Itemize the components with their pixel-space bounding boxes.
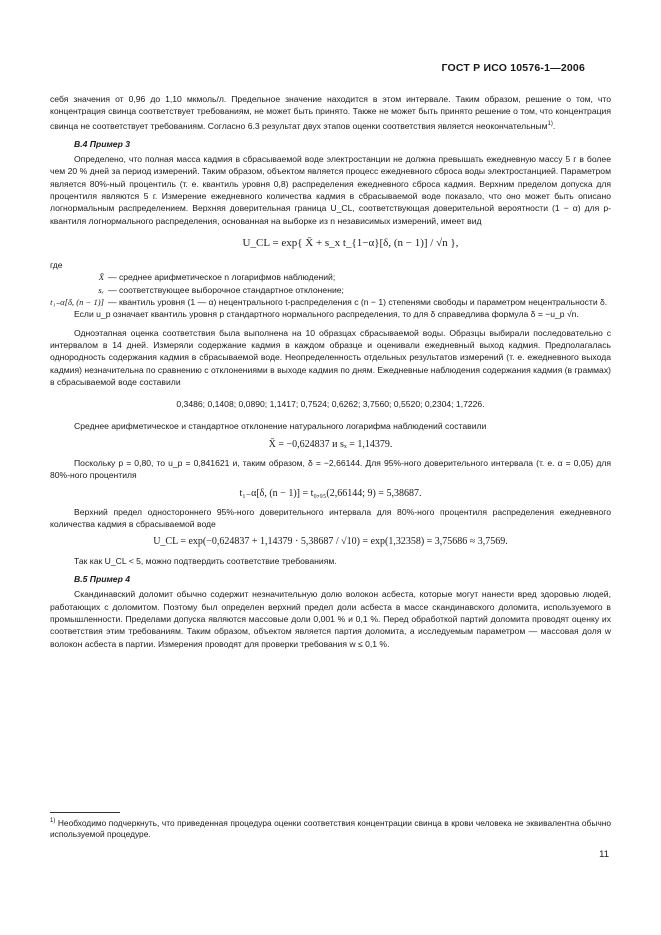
- document-body: [50, 93, 611, 650]
- where-label: где: [50, 260, 63, 271]
- paragraph: Верхний предел одностороннего 95%-ного доверительного интервала для 80%-ного процентиля распределения ежедневного количества кадмия в сбрасываемой воде: [50, 506, 611, 530]
- formula: U_CL = exp(−0,624837 + 1,14379 · 5,38687 / √10) = exp(1,32358) = 3,75686 ≈ 3,7569.: [153, 536, 508, 548]
- footnote: [50, 816, 611, 841]
- paragraph: себя значения от 0,96 до 1,10 мкмоль/л. Предельное значение находится в этом интервале. Таким образом, решение о том, что концентрация свинца соответствует требованиям, не может быть принято. Также не может быть принято решение о том, что концентрация свинца не соответствует требованиям. Согласно 6.3 результат двух этапов оценки соответствия является неокончательным$^{1)}$.: [50, 94, 611, 131]
- footnote-mark: 1): [50, 818, 56, 824]
- paragraph: Так как U_CL < 5, можно подтвердить соответствие требованиям.: [74, 555, 337, 566]
- observations-list: 0,3486; 0,1408; 0,0890; 1,1417; 0,7524; 0,6262; 3,7560; 0,5520; 0,2304; 1,7226.: [176, 399, 485, 410]
- symbol-description: — квантиль уровня (1 — α) нецентрального t-распределения с (n − 1) степенями свободы и параметром нецентральности δ.: [108, 297, 608, 308]
- paragraph: Одноэтапная оценка соответствия была выполнена на 10 образцах сбрасываемой воды. Образцы выбирали последовательно с интервалом в 14 дней. Измеряли содержание кадмия в каждом образце и оценивали ежедневный выход кадмия. Предполагалась однородность содержания кадмия в сбрасываемой воде. Неопределенность отдельных результатов измерений (т. е. ежедневного выхода кадмия) незначительна по сравнению с отклонениями в выходе кадмия по дням. Ежедневные наблюдения содержания кадмия (в граммах) в сбрасываемой воде составили: [50, 327, 611, 387]
- paragraph: Определено, что полная масса кадмия в сбрасываемой воде электростанции не должна превышать ежедневную массу 5 г в более чем 20 % дней за период измерений. Таким образом, объектом является процесс ежедневного сброса воды электростанцией. Параметром является 80%-ный процентиль (т. е. квантиль уровня 0,8) распределения ежедневного сброса кадмия. Верхним пределом допуска для процентиля являются 5 г. Измерение ежедневного количества кадмия в сбрасываемой воде показало, что оно может быть описано логнормальным распределением. Верхняя доверительная граница U_CL, соответствующая доверительной вероятности (1 − α) для p-квантиля логнормального распределения, основанная на выборке из n независимых измерений, имеет вид: [50, 154, 611, 226]
- paragraph: Скандинавский доломит обычно содержит незначительную долю волокон асбеста, которые могут нанести вред здоровью людей, работающих с доломитом. Поэтому был определен верхний предел доли асбеста в массе скандинавского доломита, используемого в промышленности. Пределами допуска являются массовые доли 0,001 % и 0,1 %. Перед обработкой партий доломита проводят оценку их соответствия этим требованиям. Таким образом, объектом является партия доломита, а исследуемым параметром — массовая доля w волокон асбеста в партии. Измерения проводят для проверки требования w ≤ 0,1 %.: [50, 589, 611, 649]
- definitions-list: [50, 259, 611, 308]
- paragraph: Если u_p означает квантиль уровня p стандартного нормального распределения, то для δ справедлива формула δ = −u_p √n.: [74, 309, 579, 320]
- formula: t₁₋α[δ, (n − 1)] = t₀,₉₅(2,66144; 9) = 5,38687.: [239, 487, 422, 499]
- document-header: ГОСТ Р ИСО 10576-1—2006: [441, 62, 585, 74]
- paragraph: Поскольку p = 0,80, то u_p = 0,841621 и, таким образом, δ = −2,66144. Для 95%-ного доверительного интервала (т. е. α = 0,05) для 80%-ного процентиля: [50, 457, 611, 481]
- formula: U_CL = exp{ X̄ + s_x t_{1−α}[δ, (n − 1)] / √n },: [242, 236, 459, 249]
- symbol-description: — среднее арифметическое n логарифмов наблюдений;: [108, 272, 336, 283]
- symbol-description: — соответствующее выборочное стандартное отклонение;: [108, 284, 344, 295]
- page-number: 11: [599, 849, 609, 860]
- formula: X̄ = −0,624837 и sₓ = 1,14379.: [268, 438, 393, 450]
- footnote-text: Необходимо подчеркнуть, что приведенная процедура оценки соответствия концентрации свинца в крови человека не эквивалентна обычно используемой процедуре.: [50, 817, 612, 840]
- symbol: sₓ: [98, 284, 104, 295]
- footnote-ref: 1): [547, 120, 553, 127]
- footnote-divider: [50, 812, 120, 813]
- section-heading: В.4 Пример 3: [74, 138, 130, 149]
- symbol: X̄: [98, 272, 104, 283]
- paragraph: Среднее арифметическое и стандартное отклонение натурального логарифма наблюдений составили: [74, 421, 487, 432]
- symbol: t₁₋α[δ, (n − 1)]: [50, 297, 104, 308]
- section-heading: В.5 Пример 4: [74, 574, 130, 585]
